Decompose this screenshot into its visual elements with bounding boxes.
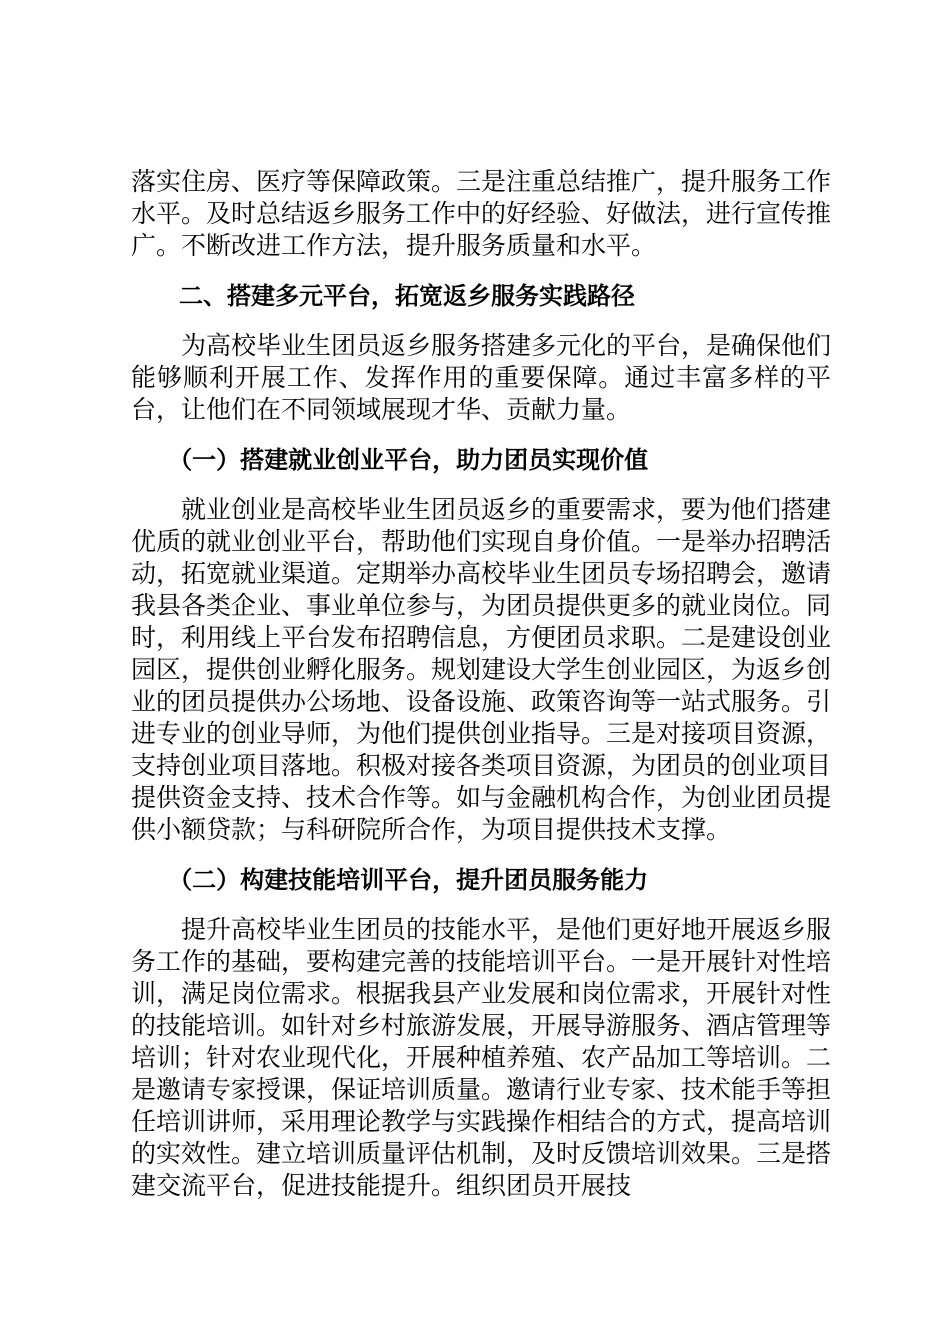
paragraph-section-2-intro: 为高校毕业生团员返乡服务搭建多元化的平台，是确保他们能够顺利开展工作、发挥作用的重要保障。通过丰富多样的平台，让他们在不同领域展现才华、贡献力量。 xyxy=(131,331,832,424)
subsection-heading-2: （二）构建技能培训平台，提升团员服务能力 xyxy=(168,866,649,894)
subsection-heading-1: （一）搭建就业创业平台，助力团员实现价值 xyxy=(168,446,649,474)
paragraph-continuation: 落实住房、医疗等保障政策。三是注重总结推广，提升服务工作水平。及时总结返乡服务工作中的好经验、好做法，进行宣传推广。不断改进工作方法，提升服务质量和水平。 xyxy=(131,167,832,260)
paragraph-skills-training: 提升高校毕业生团员的技能水平，是他们更好地开展返乡服务工作的基础，要构建完善的技能培训平台。一是开展针对性培训，满足岗位需求。根据我县产业发展和岗位需求，开展针对性的技能培训。如针对乡村旅游发展，开展导游服务、酒店管理等培训；针对农业现代化，开展种植养殖、农产品加工等培训。二是邀请专家授课，保证培训质量。邀请行业专家、技术能手等担任培训讲师，采用理论教学与实践操作相结合的方式，提高培训的实效性。建立培训质量评估机制，及时反馈培训效果。三是搭建交流平台，促进技能提升。组织团员开展技 xyxy=(131,915,832,1200)
paragraph-employment-platform: 就业创业是高校毕业生团员返乡的重要需求，要为他们搭建优质的就业创业平台，帮助他们实现自身价值。一是举办招聘活动，拓宽就业渠道。定期举办高校毕业生团员专场招聘会，邀请我县各类企业、事业单位参与，为团员提供更多的就业岗位。同时，利用线上平台发布招聘信息，方便团员求职。二是建设创业园区，提供创业孵化服务。规划建设大学生创业园区，为返乡创业的团员提供办公场地、设备设施、政策咨询等一站式服务。引进专业的创业导师，为他们提供创业指导。三是对接项目资源，支持创业项目落地。积极对接各类项目资源，为团员的创业项目提供资金支持、技术合作等。如与金融机构合作，为创业团员提供小额贷款；与科研院所合作，为项目提供技术支撑。 xyxy=(131,495,832,844)
document-body xyxy=(131,166,831,1220)
section-heading-2: 二、搭建多元平台，拓宽返乡服务实践路径 xyxy=(179,282,635,310)
